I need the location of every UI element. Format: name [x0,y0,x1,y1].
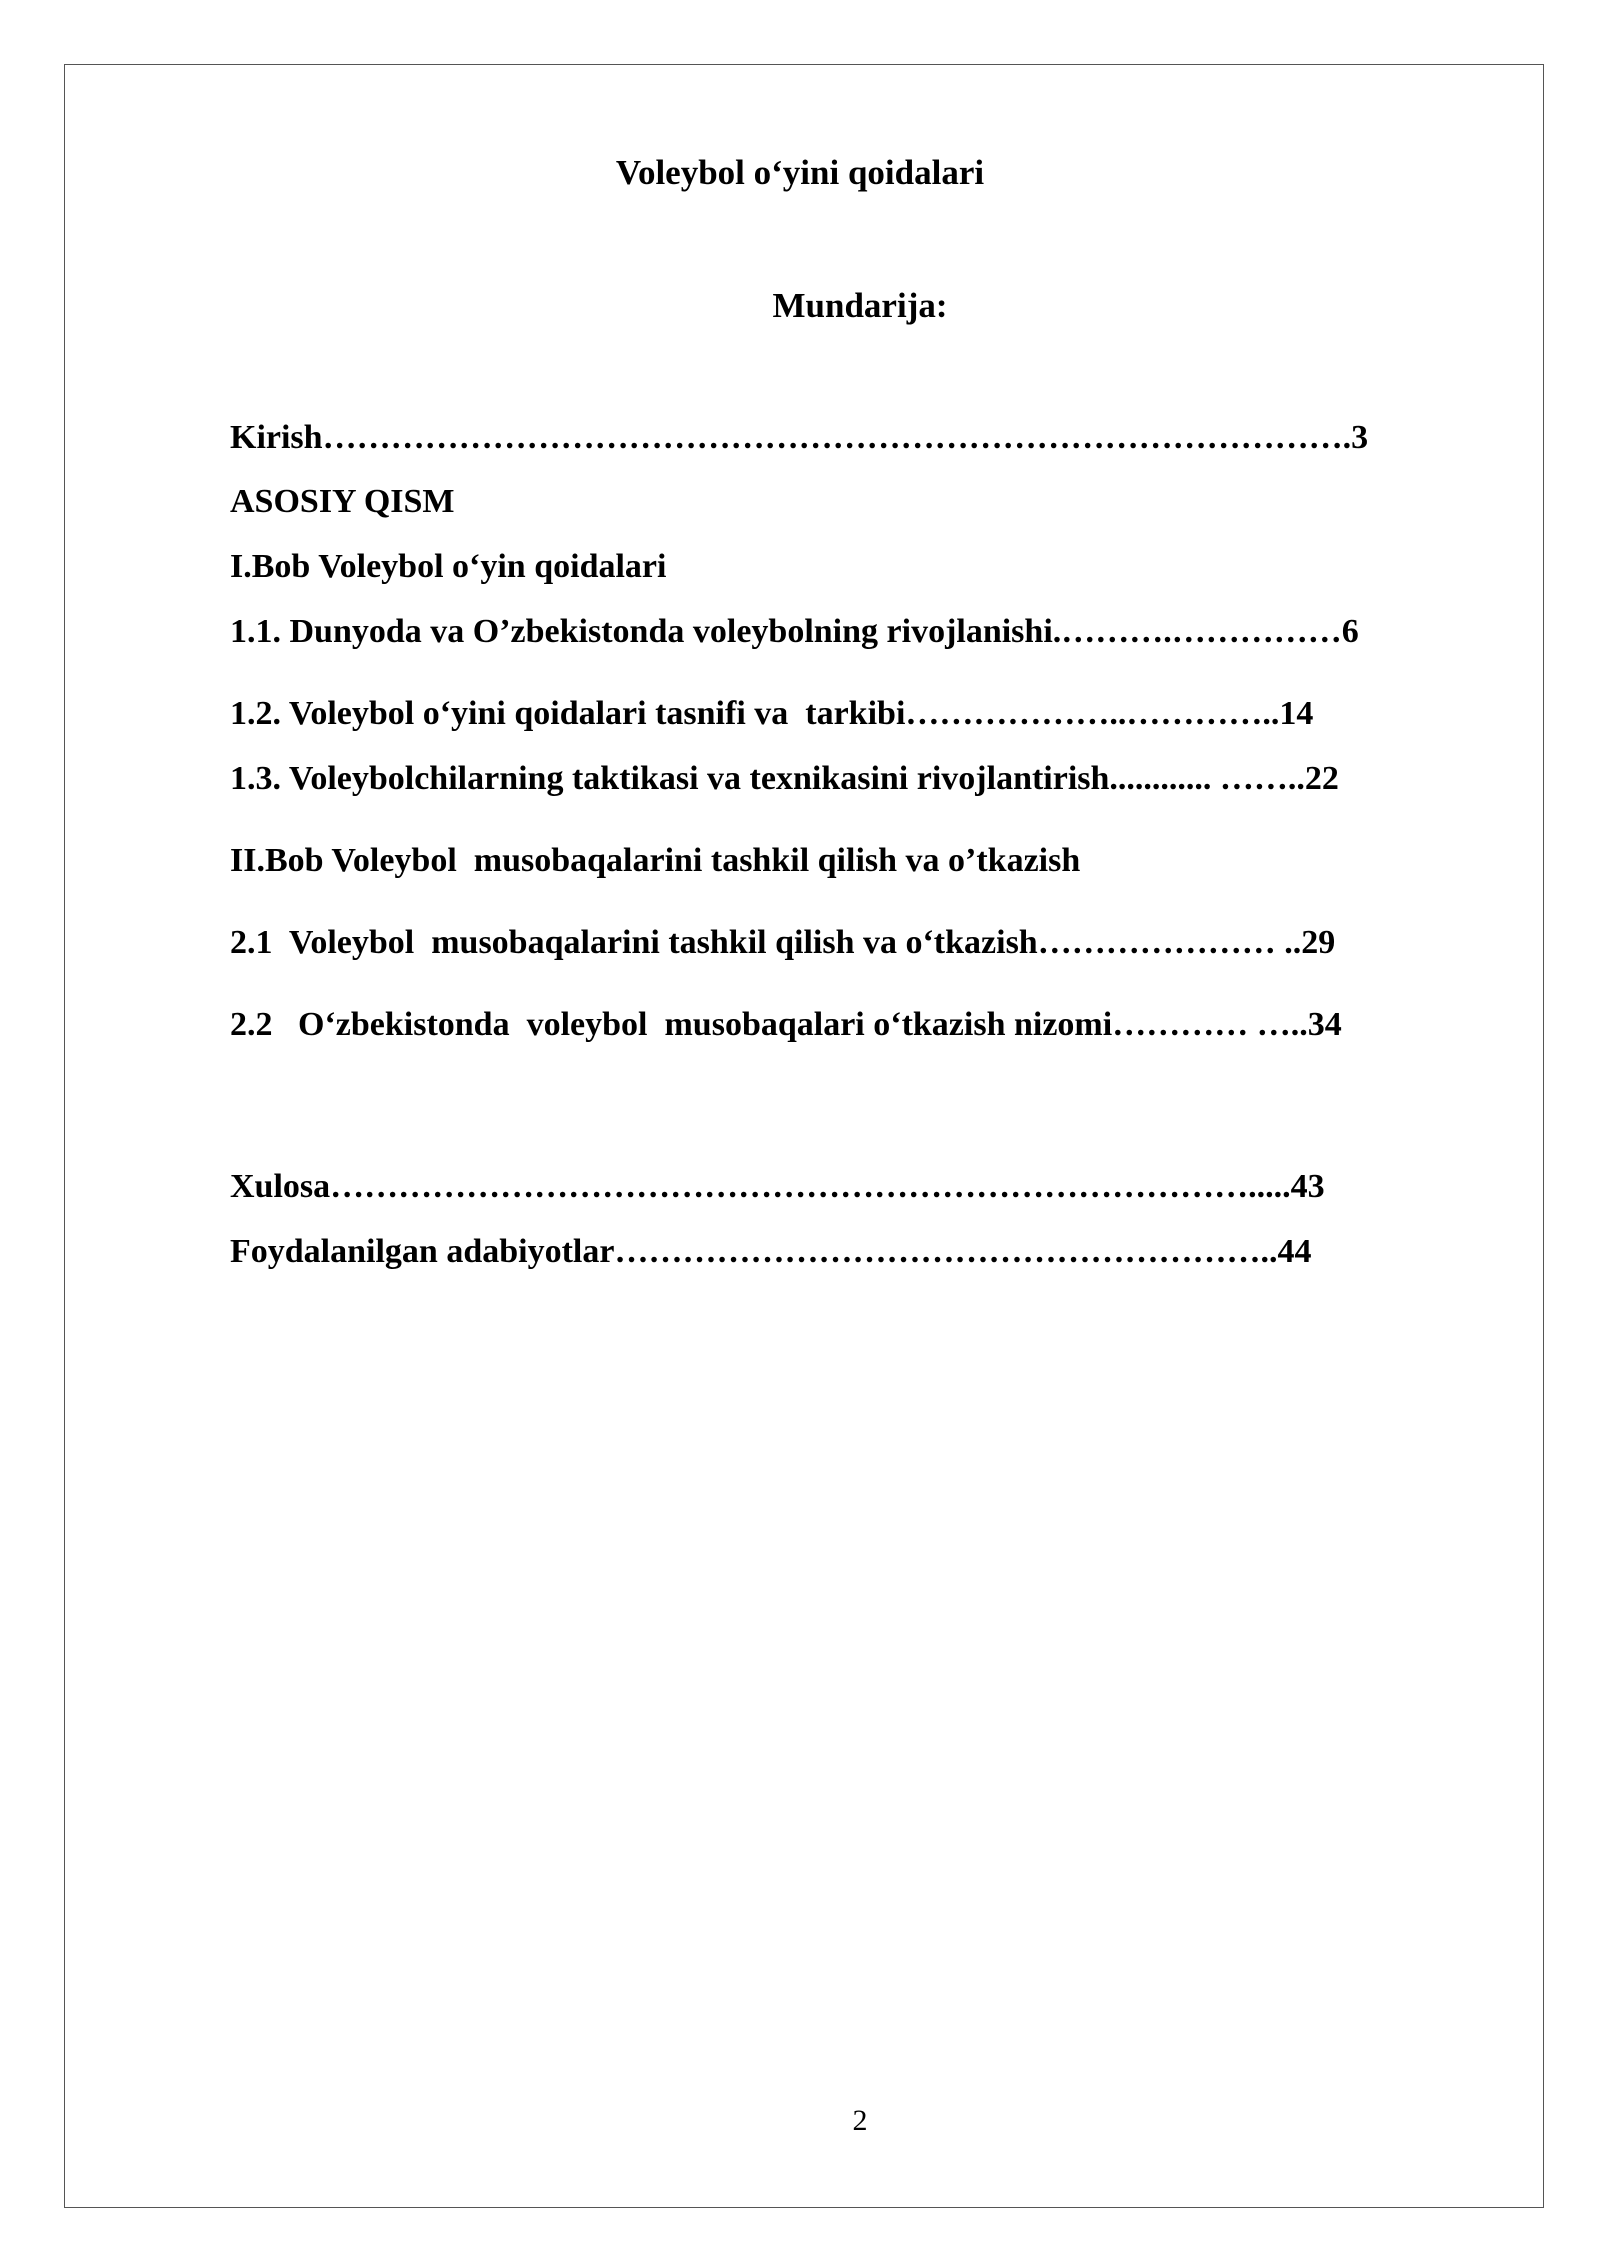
toc-entry-chapter-2: II.Bob Voleybol musobaqalarini tashkil qilish va o’tkazish [230,842,1081,879]
toc-entry-xulosa: Xulosa……………………………………………………………………….....43 [230,1168,1325,1205]
toc-entry-2-2: 2.2 O‘zbekistonda voleybol musobaqalari o‘tkazish nizomi………… …..34 [230,1006,1342,1043]
toc-entry-1-3: 1.3. Voleybolchilarning taktikasi va texnikasini rivojlantirish............ ……..22 [230,760,1339,797]
page-frame [64,64,1544,2208]
toc-heading: Mundarija: [772,286,948,325]
toc-entry-chapter-1: I.Bob Voleybol o‘yin qoidalari [230,548,667,585]
toc-entry-asosiy-qism: ASOSIY QISM [230,483,455,520]
document-title: Voleybol o‘yini qoidalari [615,153,985,192]
toc-entry-2-1: 2.1 Voleybol musobaqalarini tashkil qilish va o‘tkazish………………… ..29 [230,924,1336,961]
toc-entry-kirish: Kirish……………………………………………………………………………….3 [230,419,1369,456]
toc-entry-adabiyotlar: Foydalanilgan adabiyotlar…………………………………………………..44 [230,1233,1312,1270]
page-number: 2 [852,2104,868,2137]
toc-entry-1-1: 1.1. Dunyoda va O’zbekistonda voleybolning rivojlanishi.……….……………6 [230,613,1359,650]
toc-entry-1-2: 1.2. Voleybol o‘yini qoidalari tasnifi va tarkibi………………..…………..14 [230,695,1314,732]
